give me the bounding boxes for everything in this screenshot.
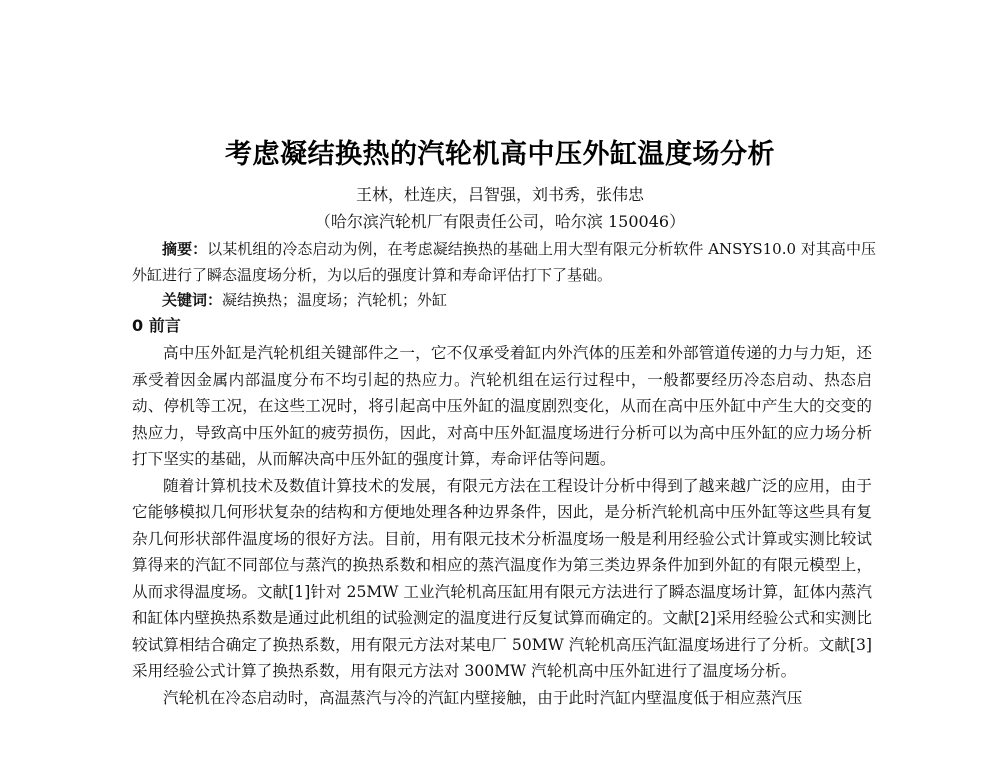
- paragraph: 随着计算机技术及数值计算技术的发展，有限元方法在工程设计分析中得到了越来越广泛的应用，由于它能够模拟几何形状复杂的结构和方便地处理各种边界条件，因此，是分析汽轮机高中压外缸等这些具有复杂几何形状部件温度场的很好方法。目前，用有限元技术分析温度场一般是利用经验公式计算或实测比较试算得来的汽缸不同部位与蒸汽的换热系数和相应的蒸汽温度作为第三类边界条件加到外缸的有限元模型上，从而求得温度场。文献[1]针对 25MW 工业汽轮机高压缸用有限元方法进行了瞬态温度场计算，缸体内蒸汽和缸体内壁换热系数是通过此机组的试验测定的温度进行反复试算而确定的。文献[2]采用经验公式和实测比较试算相结合确定了换热系数，用有限元方法对某电厂 50MW 汽轮机高压汽缸温度场进行了分析。文献[3]采用经验公式计算了换热系数，用有限元方法对 300MW 汽轮机高中压外缸进行了温度场分析。: [132, 476, 872, 680]
- author-list: 王林，杜连庆，吕智强，刘书秀，张伟忠: [355, 185, 644, 204]
- keywords-label: 关键词：: [162, 291, 223, 309]
- affiliation: （哈尔滨汽轮机厂有限责任公司，哈尔滨 150046）: [314, 212, 686, 231]
- section-heading: 0 前言: [132, 316, 181, 335]
- paragraph: 汽轮机在冷态启动时，高温蒸汽与冷的汽缸内壁接触，由于此时汽缸内壁温度低于相应蒸汽压: [163, 688, 803, 707]
- abstract-label: 摘要：: [162, 240, 208, 258]
- body-text: [132, 340, 872, 711]
- abstract-text: 以某机组的冷态启动为例，在考虑凝结换热的基础上用大型有限元分析软件 ANSYS10.0 对其高中压外缸进行了瞬态温度场分析，为以后的强度计算和寿命评估打下了基础。: [132, 240, 876, 284]
- abstract: [132, 236, 876, 288]
- keywords: [162, 288, 447, 312]
- paragraph: 高中压外缸是汽轮机组关键部件之一，它不仅承受着缸内外汽体的压差和外部管道传递的力与力矩，还承受着因金属内部温度分布不均引起的热应力。汽轮机组在运行过程中，一般都要经历冷态启动、热态启动、停机等工况，在这些工况时，将引起高中压外缸的温度剧烈变化，从而在高中压外缸中产生大的交变的热应力，导致高中压外缸的疲劳损伤，因此，对高中压外缸温度场进行分析可以为高中压外缸的应力场分析打下坚实的基础，从而解决高中压外缸的强度计算，寿命评估等问题。: [132, 344, 872, 468]
- keywords-text: 凝结换热；温度场；汽轮机；外缸: [222, 291, 448, 309]
- paper-title: 考虑凝结换热的汽轮机高中压外缸温度场分析: [225, 139, 775, 170]
